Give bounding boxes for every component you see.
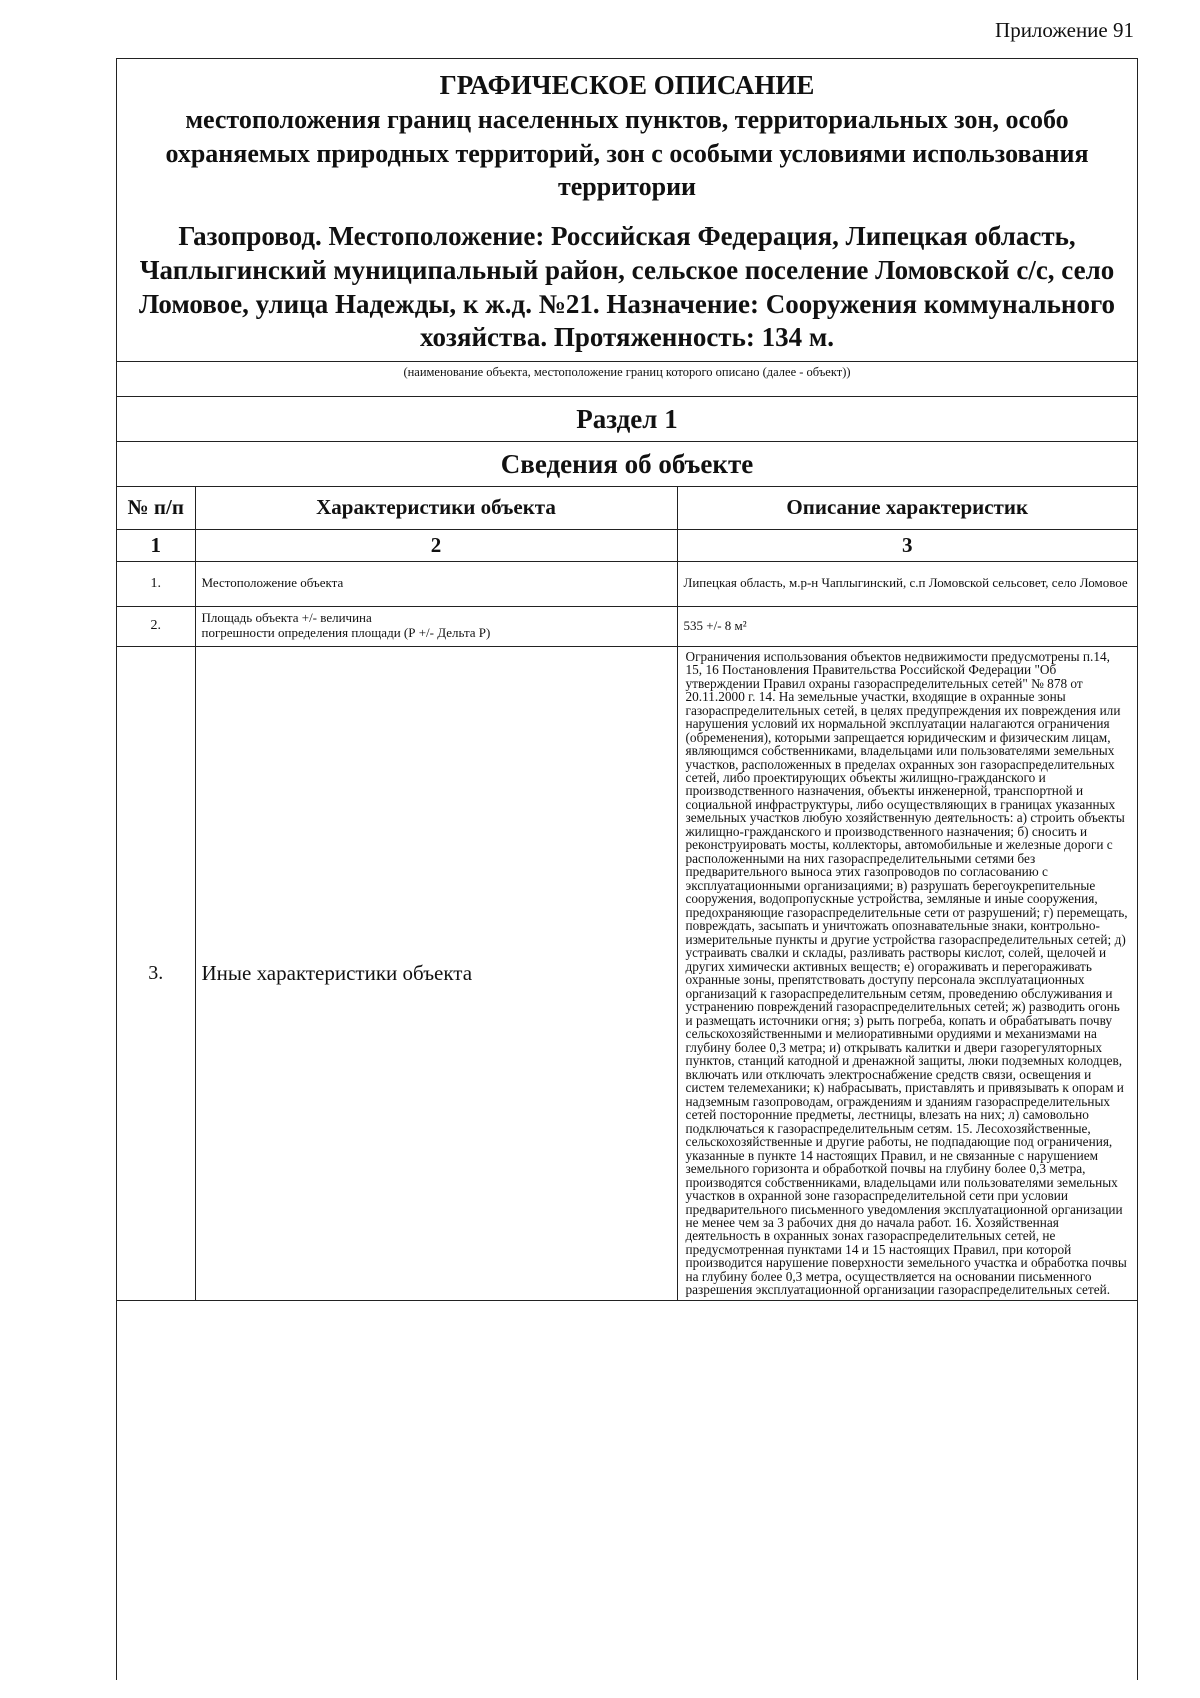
column-number-row bbox=[117, 529, 1137, 561]
row-number: 2. bbox=[117, 606, 195, 646]
appendix-label: Приложение 91 bbox=[995, 18, 1134, 42]
column-number: 3 bbox=[677, 529, 1137, 561]
row-description: Липецкая область, м.р-н Чаплыгинский, с.п Ломовской сельсовет, село Ломовое bbox=[677, 561, 1137, 606]
row-characteristic-line: погрешности определения площади (Р +/- Дельта Р) bbox=[201, 625, 491, 641]
document-title: ГРАФИЧЕСКОЕ ОПИСАНИЕ bbox=[439, 70, 815, 100]
object-description: Газопровод. Местоположение: Российская Федерация, Липецкая область, Чаплыгинский муниципальный район, сельское поселение Ломовской с/с, село Ломовое, улица Надежды, к ж.д. №21. Назначение: Сооружения коммунального хозяйства. Протяженность: 134 м. bbox=[138, 221, 1116, 353]
row-characteristic bbox=[195, 606, 677, 646]
header-cell-description: Описание характеристик bbox=[677, 487, 1137, 529]
column-number: 1 bbox=[117, 529, 195, 561]
header-cell-number: № п/п bbox=[117, 487, 195, 529]
row-characteristic-line: Площадь объекта +/- величина bbox=[201, 610, 372, 626]
document-header bbox=[117, 69, 1137, 362]
document-subtitle: местоположения границ населенных пунктов, территориальных зон, особо охраняемых природных территорий, зон с особыми условиями использования территории bbox=[165, 104, 1089, 202]
table-row bbox=[117, 606, 1137, 646]
section-title: Раздел 1 bbox=[117, 397, 1137, 442]
row-number: 3. bbox=[117, 646, 195, 1300]
row-description: Ограничения использования объектов недвижимости предусмотрены п.14, 15, 16 Постановления Правительства Российской Федерации "Об утверждении Правил охраны газораспределительных сетей" № 878 от 20.11.2000 г. 14. На земельные участки, входящие в охранные зоны газораспределительных сетей, в целях предупреждения их повреждения или нарушения условий их нормальной эксплуатации налагаются ограничения (обременения), которыми запрещается юридическим и физическим лицам, являющимся собственниками, владельцами или пользователями земельных участков, расположенных в пределах охранных зон газораспределительных сетей, либо проектирующих объекты жилищно-гражданского и производственного назначения, объекты инженерной, транспортной и социальной инфраструктуры, либо осуществляющих в границах указанных земельных участков любую хозяйственную деятельность: а) строить объекты жилищно-гражданского и производственного назначения; б) сносить и реконструировать мосты, коллекторы, автомобильные и железные дороги с расположенными на них газораспределительными сетями без предварительного выноса этих газопроводов по согласованию с эксплуатационными организациями; в) разрушать берегоукрепительные сооружения, водопропускные устройства, земляные и иные сооружения, предохраняющие газораспределительные сети от разрушений; г) перемещать, повреждать, засыпать и уничтожать опознавательные знаки, контрольно-измерительные пункты и другие устройства газораспределительных сетей; д) устраивать свалки и склады, разливать растворы кислот, солей, щелочей и других химически активных веществ; е) огораживать и перегораживать охранные зоны, препятствовать доступу персонала эксплуатационных организаций к газораспределительным сетям, проведению обслуживания и устранению повреждений газораспределительных сетей; ж) разводить огонь и размещать источники огня; з) рыть погреба, копать и обрабатывать почву сельскохозяйственными и мелиоративными орудиями и механизмами на глубину более 0,3 метра; и) открывать калитки и двери газорегуляторных пунктов, станций катодной и дренажной защиты, люки подземных колодцев, включать или отключать электроснабжение средств связи, освещения и систем телемеханики; к) набрасывать, приставлять и привязывать к опорам и надземным газопроводам, ограждениям и зданиям газораспределительных сетей посторонние предметы, лестницы, влезать на них; л) самовольно подключаться к газораспределительным сетям. 15. Лесохозяйственные, сельскохозяйственные и другие работы, не подпадающие под ограничения, указанные в пункте 14 настоящих Правил, и не связанные с нарушением земельного горизонта и обработкой почвы на глубину более 0,3 метра, производятся собственниками, владельцами или пользователями земельных участков в охранной зоне газораспределительной сети при условии предварительного письменного уведомления эксплуатационной организации не менее чем за 3 рабочих дня до начала работ. 16. Хозяйственная деятельность в охранных зонах газораспределительных сетей, не предусмотренная пунктами 14 и 15 настоящих Правил, при которой производится нарушение поверхности земельного участка и обработка почвы на глубину более 0,3 метра, осуществляется на основании письменного разрешения эксплуатационной организации газораспределительных сетей. bbox=[677, 646, 1137, 1300]
table-row bbox=[117, 561, 1137, 606]
object-caption: (наименование объекта, местоположение границ которого описано (далее - объект)) bbox=[117, 362, 1137, 397]
row-description: 535 +/- 8 м² bbox=[677, 606, 1137, 646]
column-number: 2 bbox=[195, 529, 677, 561]
row-number: 1. bbox=[117, 561, 195, 606]
object-info-table bbox=[117, 487, 1137, 1301]
section-subtitle: Сведения об объекте bbox=[117, 442, 1137, 487]
document-frame bbox=[116, 58, 1138, 1680]
row-characteristic: Местоположение объекта bbox=[195, 561, 677, 606]
table-header-row bbox=[117, 487, 1137, 529]
header-cell-characteristic: Характеристики объекта bbox=[195, 487, 677, 529]
row-characteristic: Иные характеристики объекта bbox=[195, 646, 677, 1300]
table-row bbox=[117, 646, 1137, 1300]
